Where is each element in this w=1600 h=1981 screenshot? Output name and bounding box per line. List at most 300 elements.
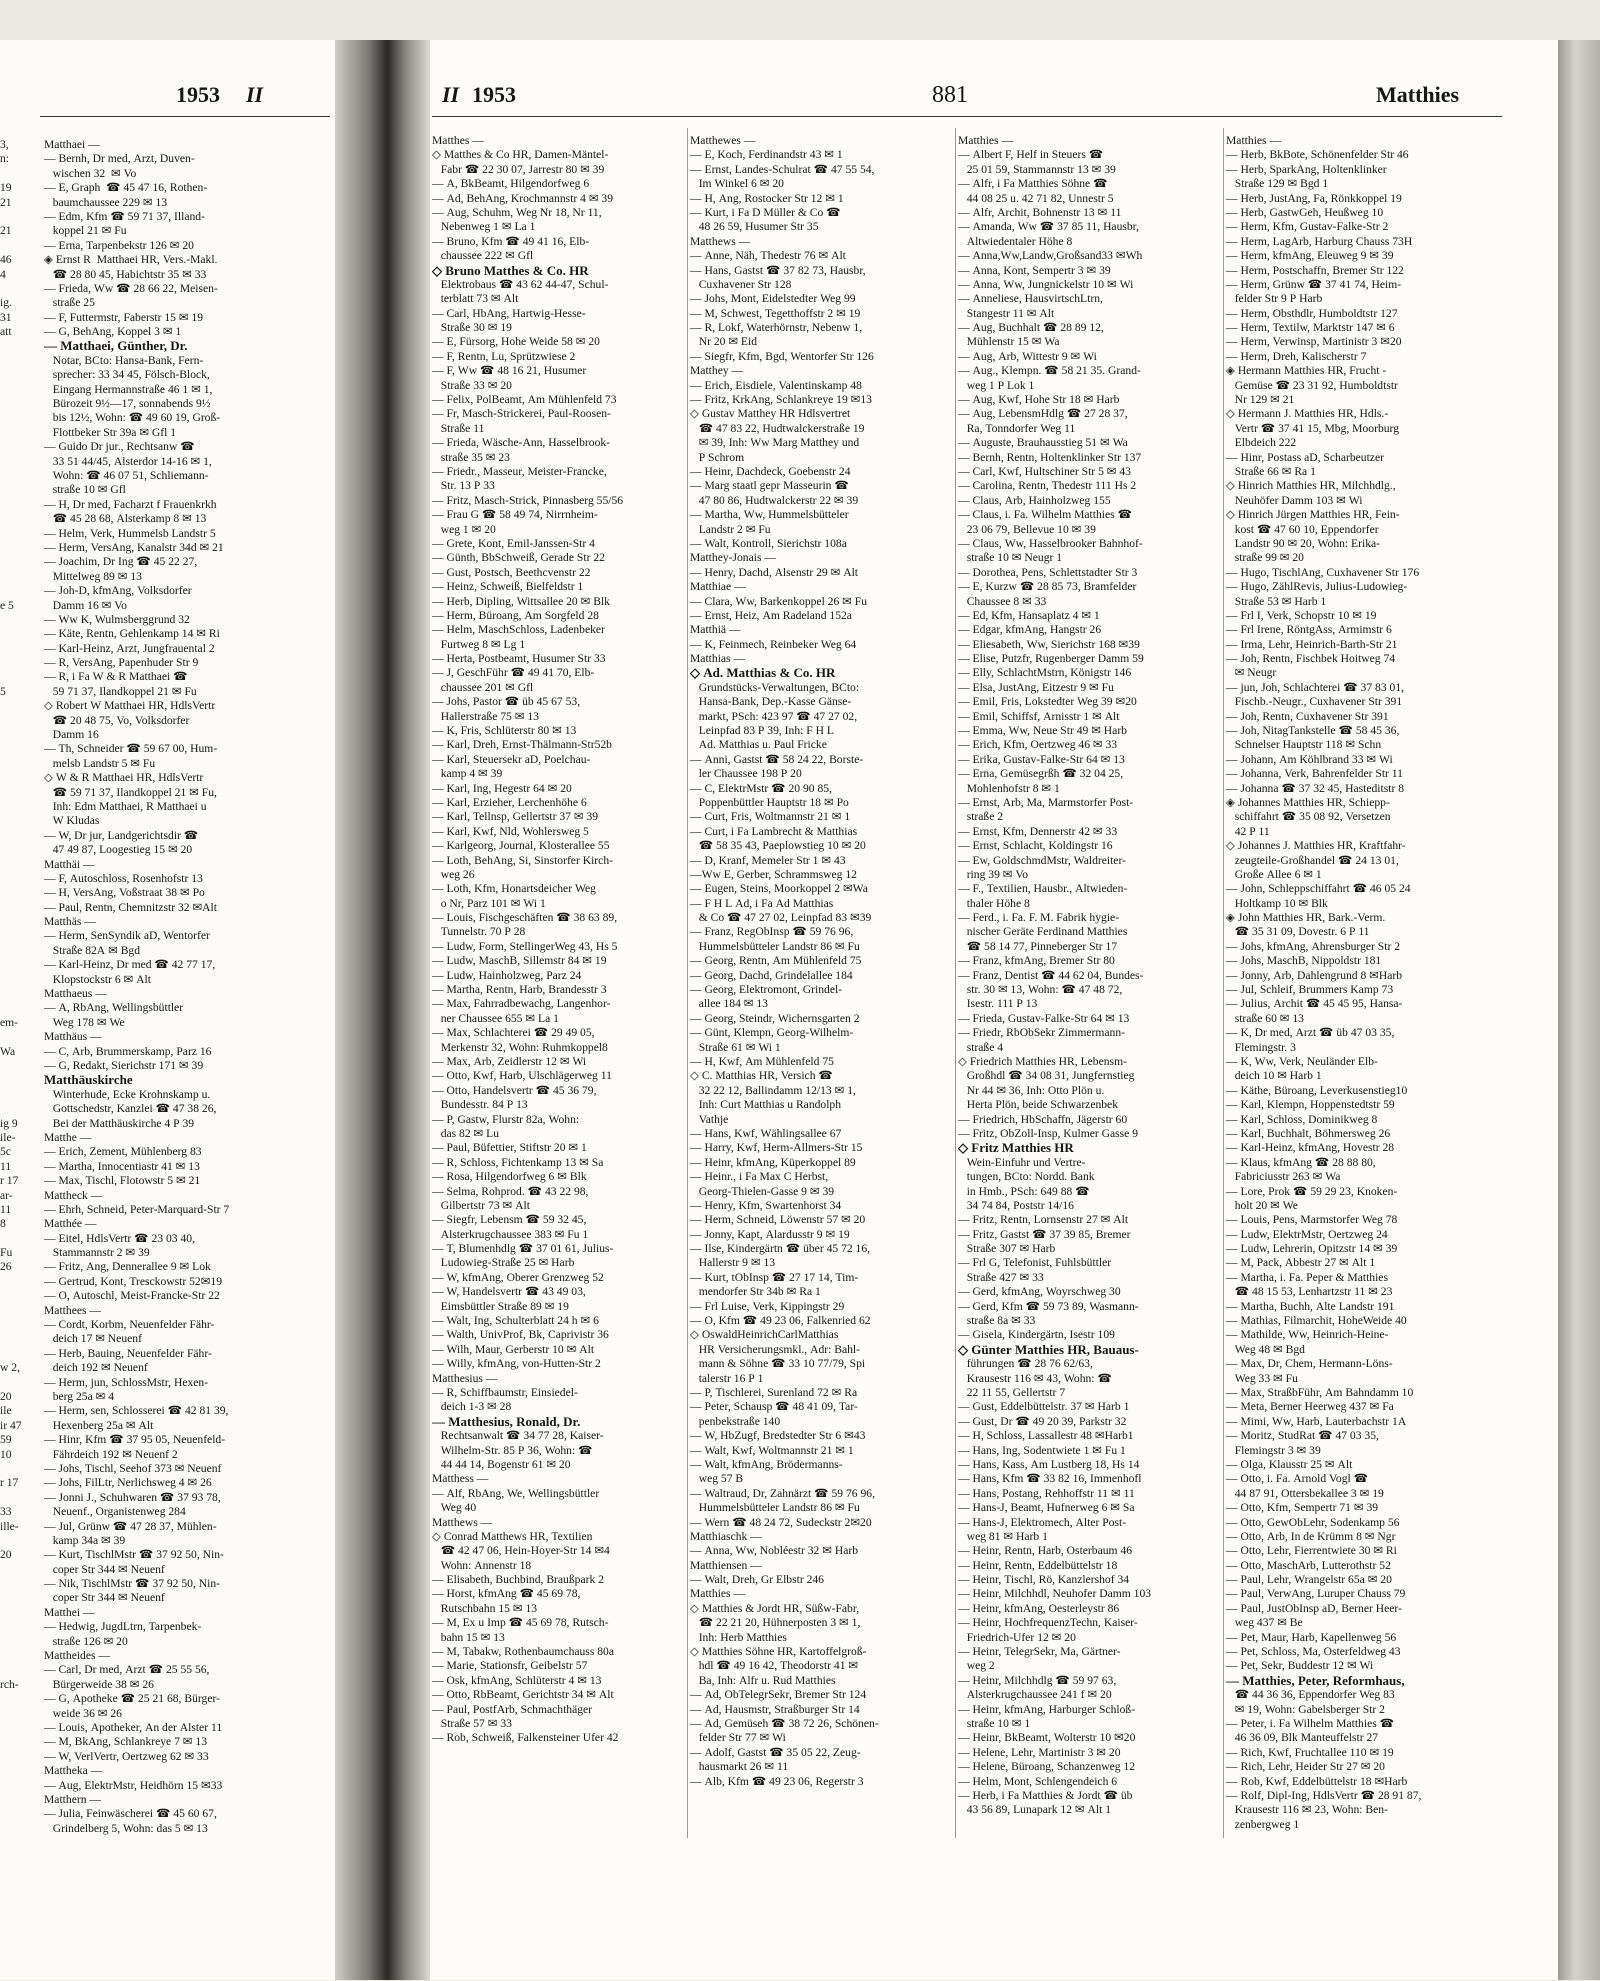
directory-line: Straße 129 ✉ Bgd 1 bbox=[1226, 177, 1329, 191]
directory-line: — Fritz, KrkAng, Schlankreye 19 ✉13 bbox=[690, 393, 872, 407]
directory-line: — Johs, Mont, Eidelstedter Weg 99 bbox=[690, 292, 856, 306]
margin-fragment bbox=[0, 1462, 40, 1476]
directory-line: — Louis, Fischgeschäften ☎ 38 63 89, bbox=[432, 911, 618, 925]
directory-line: — Loth, Kfm, Honartsdeicher Weg bbox=[432, 882, 596, 896]
directory-line: Ad. Matthias u. Paul Fricke bbox=[690, 738, 827, 752]
directory-line: — Fritz, Rentn, Lornsenstr 27 ✉ Alt bbox=[958, 1213, 1129, 1227]
directory-line: — Willy, kfmAng, von-Hutten-Str 2 bbox=[432, 1357, 601, 1371]
directory-line: — Herb, Bauing, Neuenfelder Fähr- bbox=[44, 1346, 212, 1360]
directory-line: W Kludas bbox=[44, 814, 100, 828]
directory-line: — Heinr, Tischl, Rö, Kanzlershof 34 bbox=[958, 1573, 1130, 1587]
directory-line: Hansa-Bank, Dep.-Kasse Gänse- bbox=[690, 695, 852, 709]
directory-line: tungen, BCto: Nordd. Bank bbox=[958, 1170, 1095, 1184]
directory-line: chaussee 201 ✉ Gfl bbox=[432, 680, 534, 694]
directory-line: — Hinr, Postass aD, Scharbeutzer bbox=[1226, 450, 1384, 464]
directory-line: koppel 21 ✉ Fu bbox=[44, 224, 127, 238]
directory-line: — Heinr, Milchhdl, Neuhofer Damm 103 bbox=[958, 1587, 1152, 1601]
directory-line: — Alfr, Archit, Bohnenstr 13 ✉ 11 bbox=[958, 205, 1122, 219]
directory-line: — Carl, Kwf, Hultschiner Str 5 ✉ 43 bbox=[958, 464, 1131, 478]
margin-fragment bbox=[0, 858, 40, 872]
directory-line: — Herta, Postbeamt, Husumer Str 33 bbox=[432, 652, 606, 666]
directory-line: — C, Arb, Brummerskamp, Parz 16 bbox=[44, 1044, 212, 1058]
directory-line: — W, Handelsvertr ☎ 43 49 03, bbox=[432, 1285, 586, 1299]
margin-fragment: 20 bbox=[0, 1548, 12, 1562]
directory-line: — Louis, Pens, Marmstorfer Weg 78 bbox=[1226, 1213, 1398, 1227]
directory-line: — E, Fürsorg, Hohe Weide 58 ✉ 20 bbox=[432, 335, 600, 349]
directory-line: — C, ElektrMstr ☎ 20 90 85, bbox=[690, 781, 832, 795]
directory-line: — Curt, Fris, Woltmannstr 21 ✉ 1 bbox=[690, 810, 851, 824]
directory-line: — Henry, Kfm, Swartenhorst 34 bbox=[690, 1198, 842, 1212]
directory-line: — Herm, Postschaffn, Bremer Str 122 bbox=[1226, 263, 1404, 277]
directory-line: 47 49 87, Loogestieg 15 ✉ 20 bbox=[44, 843, 193, 857]
margin-fragment bbox=[0, 886, 40, 900]
margin-fragment bbox=[0, 656, 40, 670]
directory-line: — O, Autoschl, Meist-Francke-Str 22 bbox=[44, 1289, 220, 1303]
directory-line: Hummelsbütteler Landstr 86 ✉ Fu bbox=[690, 1501, 860, 1515]
directory-line: — Karl, Kwf, Nld, Wohlersweg 5 bbox=[432, 824, 589, 838]
margin-fragment bbox=[0, 613, 40, 627]
directory-line: — Elise, Putzfr, Rugenberger Damm 59 bbox=[958, 652, 1144, 666]
margin-fragment: 19 bbox=[0, 181, 12, 195]
directory-column-4 bbox=[1226, 134, 1496, 1832]
directory-line: — Franz, kfmAng, Bremer Str 80 bbox=[958, 954, 1115, 968]
directory-line: — Elly, SchlachtMstrn, Königstr 146 bbox=[958, 666, 1132, 680]
directory-line: — Martha, Rentn, Harb, Brandesstr 3 bbox=[432, 983, 607, 997]
directory-line: — jun, Joh, Schlachterei ☎ 37 83 01, bbox=[1226, 680, 1405, 694]
directory-line: Inh: Edm Matthaei, R Matthaei u bbox=[44, 799, 207, 813]
directory-line: Mattheides — bbox=[44, 1649, 111, 1663]
margin-fragment: ig 9 bbox=[0, 1116, 18, 1130]
directory-line: — Herm, kfmAng, Eleuweg 9 ✉ 39 bbox=[1226, 249, 1394, 263]
margin-fragment: 5 bbox=[0, 684, 6, 698]
directory-line: Merkenstr 32, Wohn: Ruhmkoppel8 bbox=[432, 1040, 608, 1054]
margin-fragment bbox=[0, 1030, 40, 1044]
directory-line: zeugteile-Großhandel ☎ 24 13 01, bbox=[1226, 853, 1399, 867]
margin-fragment bbox=[0, 210, 40, 224]
directory-line: Nr 20 ✉ Eid bbox=[690, 335, 758, 349]
running-head: Matthies bbox=[1376, 82, 1460, 107]
directory-line: Neuhöfer Damm 103 ✉ Wi bbox=[1226, 493, 1363, 507]
directory-line: Flemingstr. 3 bbox=[1226, 1040, 1296, 1054]
directory-line: — Anna, Ww, Nobléestr 32 ✉ Harb bbox=[690, 1544, 859, 1558]
directory-line: — Ed, Kfm, Hansaplatz 4 ✉ 1 bbox=[958, 608, 1100, 622]
margin-fragment: r 17 bbox=[0, 1174, 19, 1188]
directory-line: — Waltraud, Dr, Zahnärzt ☎ 59 76 96, bbox=[690, 1486, 875, 1500]
directory-line: ◇ Gustav Matthey HR Hdlsvertret bbox=[690, 407, 851, 421]
directory-line: — Rich, Lehr, Heider Str 27 ✉ 20 bbox=[1226, 1760, 1385, 1774]
directory-line: Furtweg 8 ✉ Lg 1 bbox=[432, 637, 526, 651]
margin-fragment bbox=[0, 987, 40, 1001]
directory-line: — Heinz, Schweiß, Bielfeldstr 1 bbox=[432, 580, 584, 594]
directory-line: — Ludw, MaschB, Sillemstr 84 ✉ 19 bbox=[432, 954, 607, 968]
directory-line: Leinpfad 83 P 39, Inh: F H L bbox=[690, 724, 834, 738]
directory-line: — Anneliese, HausvirtschLtrn, bbox=[958, 292, 1103, 306]
directory-line: weg 2 bbox=[958, 1659, 995, 1673]
directory-line: — Heinr, Milchhdlg ☎ 59 97 63, bbox=[958, 1673, 1117, 1687]
margin-fragment bbox=[0, 786, 40, 800]
directory-line: — Anna,Ww,Landw,Großsand33 ✉Wh bbox=[958, 249, 1143, 263]
directory-line: — Helene, Büroang, Schanzenweg 12 bbox=[958, 1760, 1136, 1774]
margin-fragment: 21 bbox=[0, 224, 12, 238]
directory-line: — Grete, Kont, Emil-Janssen-Str 4 bbox=[432, 536, 595, 550]
directory-line: — T, Blumenhdlg ☎ 37 01 61, Julius- bbox=[432, 1242, 614, 1256]
directory-line: — Heinr, HochfrequenzTechn, Kaiser- bbox=[958, 1616, 1138, 1630]
directory-line: melsb Landstr 5 ✉ Fu bbox=[44, 756, 156, 770]
directory-line: — K, Ww, Verk, Neuländer Elb- bbox=[1226, 1055, 1378, 1068]
directory-line: — Joh, NitagTankstelle ☎ 58 45 36, bbox=[1226, 724, 1400, 738]
directory-line: P Schrom bbox=[690, 450, 745, 464]
directory-line: — Ew, GoldschmdMstr, Waldreiter- bbox=[958, 853, 1126, 867]
directory-line: Im Winkel 6 ✉ 20 bbox=[690, 177, 784, 191]
directory-line: — Albert F, Helf in Steuers ☎ bbox=[958, 148, 1104, 162]
directory-line: — Walt, kfmAng, Brödermanns- bbox=[690, 1457, 843, 1471]
directory-line: — Gust, Dr ☎ 49 20 39, Parkstr 32 bbox=[958, 1414, 1127, 1428]
directory-line: Matthey-Jonais — bbox=[690, 551, 776, 565]
directory-line: — Eitel, HdlsVertr ☎ 23 03 40, bbox=[44, 1231, 195, 1245]
directory-line: — Pet, Maur, Harb, Kapellenweg 56 bbox=[1226, 1630, 1397, 1644]
directory-line: coper Str 344 ✉ Neuenf bbox=[44, 1591, 165, 1605]
directory-line: markt, PSch: 423 97 ☎ 47 27 02, bbox=[690, 709, 858, 723]
directory-line: — W, VerlVertr, Oertzweg 62 ✉ 33 bbox=[44, 1749, 209, 1763]
margin-fragment bbox=[0, 958, 40, 972]
directory-line: — Ernst, Kfm, Dennerstr 42 ✉ 33 bbox=[958, 824, 1118, 838]
directory-line: — Ehrh, Schneid, Peter-Marquard-Str 7 bbox=[44, 1202, 230, 1216]
directory-line: ☎ 28 80 45, Habichtstr 35 ✉ 33 bbox=[44, 267, 207, 281]
directory-line: — Otto, Handelsvertr ☎ 45 36 79, bbox=[432, 1083, 597, 1097]
directory-line: — W, kfmAng, Oberer Grenzweg 52 bbox=[432, 1270, 604, 1284]
directory-line: Rechtsanwalt ☎ 34 77 28, Kaiser- bbox=[432, 1429, 604, 1443]
margin-fragment bbox=[0, 1073, 40, 1087]
directory-line: felder Str 9 P Harb bbox=[1226, 292, 1323, 306]
directory-line: — Günt, Klempn, Georg-Wilhelm- bbox=[690, 1026, 854, 1040]
directory-line: — Hans-J, Beamt, Hufnerweg 6 ✉ Sa bbox=[958, 1501, 1135, 1515]
directory-line: — A, RbAng, Wellingsbüttler bbox=[44, 1001, 184, 1015]
margin-fragment: ig. bbox=[0, 296, 12, 310]
margin-fragment bbox=[0, 1563, 40, 1577]
directory-line: deich 192 ✉ Neuenf bbox=[44, 1361, 148, 1375]
directory-line: Hallerstr 9 ✉ 13 bbox=[690, 1256, 776, 1270]
directory-line: Matthée — bbox=[44, 1217, 97, 1231]
directory-line: Matthiaschk — bbox=[690, 1529, 762, 1543]
directory-line: — H, VersAng, Voßstraat 38 ✉ Po bbox=[44, 886, 205, 900]
directory-line: — Erich, Eisdiele, Valentinskamp 48 bbox=[690, 378, 862, 392]
directory-line: — Harry, Kwf, Herm-Allmers-Str 15 bbox=[690, 1141, 863, 1155]
directory-line: — Martha, Ww, Hummelsbütteler bbox=[690, 508, 849, 522]
margin-fragment: em- bbox=[0, 1015, 19, 1029]
margin-fragment: 20 bbox=[0, 1389, 12, 1403]
margin-fragment bbox=[0, 440, 40, 454]
directory-line: — Siegfr, Lebensm ☎ 59 32 45, bbox=[432, 1213, 587, 1227]
directory-line: — Jul, Grünw ☎ 47 28 37, Mühlen- bbox=[44, 1519, 217, 1533]
directory-line: — Karlgeorg, Journal, Klosterallee 55 bbox=[432, 839, 610, 853]
directory-line: — Amanda, Ww ☎ 37 85 11, Hausbr, bbox=[958, 220, 1139, 234]
directory-line: — Ad, Hausmstr, Straßburger Str 14 bbox=[690, 1702, 860, 1716]
directory-line: sprecher: 33 34 45, Fölsch-Block, bbox=[44, 368, 210, 382]
directory-line: — Karl, Dreh, Ernst-Thälmann-Str52b bbox=[432, 738, 612, 752]
directory-line: — Herb, BkBote, Schönenfelder Str 46 bbox=[1226, 148, 1409, 162]
directory-line: — Aug, Schuhm, Weg Nr 18, Nr 11, bbox=[432, 205, 602, 219]
directory-line: — Peter, Schausp ☎ 48 41 09, Tar- bbox=[690, 1400, 858, 1414]
directory-line: Straße 11 bbox=[432, 421, 485, 435]
margin-fragment: n: bbox=[0, 152, 10, 166]
directory-line: — Georg, Rentn, Am Mühlenfeld 75 bbox=[690, 954, 862, 968]
directory-line: ◈ Johannes Matthies HR, Schiepp- bbox=[1226, 795, 1390, 809]
directory-line: — G, Apotheke ☎ 25 21 68, Bürger- bbox=[44, 1692, 220, 1706]
margin-fragment: 8 bbox=[0, 1217, 6, 1231]
directory-line: — Adolf, Gastst ☎ 35 05 22, Zeug- bbox=[690, 1745, 861, 1759]
directory-line: Alsterkrugchaussee 241 f ✉ 20 bbox=[958, 1688, 1112, 1702]
directory-line: Tunnelstr. 70 P 28 bbox=[432, 925, 526, 939]
directory-column-1 bbox=[432, 134, 688, 1746]
directory-line: Hexenberg 25a ✉ Alt bbox=[44, 1418, 154, 1432]
directory-line: — Karl-Heinz, Dr med ☎ 42 77 17, bbox=[44, 958, 216, 972]
margin-fragment bbox=[0, 1606, 40, 1620]
directory-line: — H, Dr med, Facharzt f Frauenkrkh bbox=[44, 497, 217, 511]
margin-fragment bbox=[0, 829, 40, 843]
margin-fragment: Fu bbox=[0, 1246, 13, 1260]
directory-line: Georg-Thielen-Gasse 9 ✉ 39 bbox=[690, 1184, 835, 1198]
directory-line: — Joh-D, kfmAng, Volksdorfer bbox=[44, 584, 192, 598]
directory-line: — Paul, VerwAng, Luruper Chauss 79 bbox=[1226, 1587, 1406, 1601]
page-number: 881 bbox=[932, 82, 968, 108]
directory-column-3 bbox=[958, 134, 1220, 1818]
directory-line: Elbdeich 222 bbox=[1226, 436, 1297, 450]
directory-line: ✉ 39, Inh: Ww Marg Matthey und bbox=[690, 436, 860, 450]
directory-line: ◇ Matthies Söhne HR, Kartoffelgroß- bbox=[690, 1645, 867, 1659]
directory-line: — Hans, Gastst ☎ 37 82 73, Hausbr, bbox=[690, 263, 866, 277]
directory-line: — Hans-J, Elektromech, Alter Post- bbox=[958, 1515, 1127, 1529]
directory-line: — Selma, Rohprod. ☎ 43 22 98, bbox=[432, 1184, 589, 1198]
directory-line: — Heinr, kfmAng, Oesterleystr 86 bbox=[958, 1601, 1120, 1615]
directory-line: ◇ Günter Matthies HR, Bauaus- bbox=[958, 1341, 1139, 1357]
directory-line: Bundesstr. 84 P 13 bbox=[432, 1098, 528, 1112]
margin-fragment bbox=[0, 469, 40, 483]
directory-line: — Herb, JustAng, Fa, Rönkkoppel 19 bbox=[1226, 191, 1402, 205]
directory-line: ◇ Conrad Matthews HR, Textilien bbox=[432, 1529, 593, 1543]
margin-fragment: e 5 bbox=[0, 598, 14, 612]
directory-line: — Frl G, Telefonist, Fuhlsbüttler bbox=[958, 1256, 1112, 1270]
directory-line: — Günth, BbSchweiß, Gerade Str 22 bbox=[432, 551, 605, 565]
directory-line: — Johann, Am Köhlbrand 33 ✉ Wi bbox=[1226, 752, 1393, 766]
margin-fragment bbox=[0, 843, 40, 857]
directory-line: — Bernh, Dr med, Arzt, Duven- bbox=[44, 152, 195, 166]
directory-line: Matthe — bbox=[44, 1130, 92, 1144]
directory-line: — Käte, Rentn, Gehlenkamp 14 ✉ Ri bbox=[44, 627, 220, 641]
directory-line: — Heinr, Rentn, Eddelbüttelstr 18 bbox=[958, 1558, 1118, 1572]
directory-line: Eimsbüttler Straße 89 ✉ 19 bbox=[432, 1299, 569, 1313]
directory-line: Straße 33 ✉ 20 bbox=[432, 378, 512, 392]
margin-fragment bbox=[0, 929, 40, 943]
directory-line: Friedrich-Ufer 12 ✉ 20 bbox=[958, 1630, 1076, 1644]
directory-line: — Alb, Kfm ☎ 49 23 06, Regerstr 3 bbox=[690, 1774, 864, 1788]
directory-line: — Mathilde, Ww, Heinrich-Heine- bbox=[1226, 1328, 1389, 1342]
directory-line: — K, Dr med, Arzt ☎ üb 47 03 35, bbox=[1226, 1026, 1395, 1040]
directory-line: — Julia, Feinwäscherei ☎ 45 60 67, bbox=[44, 1807, 217, 1821]
directory-line: — Felix, PolBeamt, Am Mühlenfeld 73 bbox=[432, 393, 617, 407]
directory-line: — Erich, Kfm, Oertzweg 46 ✉ 33 bbox=[958, 738, 1118, 752]
directory-line: — Paul, PostfArb, Schmachthäger bbox=[432, 1702, 593, 1716]
directory-line: — Erika, Gustav-Falke-Str 64 ✉ 13 bbox=[958, 752, 1125, 766]
directory-line: & Co ☎ 47 27 02, Leinpfad 83 ✉39 bbox=[690, 911, 872, 925]
directory-line: Matthiae — bbox=[690, 580, 746, 594]
directory-line: ◇ Hinrich Matthies HR, Milchhdlg., bbox=[1226, 479, 1396, 493]
directory-line: — Rob, Kwf, Eddelbüttelstr 18 ✉Harb bbox=[1226, 1774, 1408, 1788]
directory-line: Straße 57 ✉ 33 bbox=[432, 1716, 512, 1730]
directory-line: — J, GeschFühr ☎ 49 41 70, Elb- bbox=[432, 666, 595, 680]
margin-fragment bbox=[0, 944, 40, 958]
directory-line: penbekstraße 140 bbox=[690, 1414, 781, 1428]
directory-line: Damm 16 bbox=[44, 728, 99, 742]
directory-line: — Bruno, Kfm ☎ 49 41 16, Elb- bbox=[432, 234, 590, 248]
directory-line: — Hedwig, JugdLtrn, Tarpenbek- bbox=[44, 1620, 202, 1634]
directory-line: — Eliesabeth, Ww, Sierichstr 168 ✉39 bbox=[958, 637, 1140, 651]
directory-line: — Gisela, Kindergärtn, Isestr 109 bbox=[958, 1328, 1115, 1342]
directory-line: — Frl Irene, RöntgAss, Armimstr 6 bbox=[1226, 623, 1392, 637]
directory-line: — Fritz, ObZoll-Insp, Kulmer Gasse 9 bbox=[958, 1126, 1138, 1140]
directory-line: — G, Redakt, Sierichstr 171 ✉ 39 bbox=[44, 1059, 204, 1072]
margin-fragment: Wa bbox=[0, 1044, 16, 1058]
margin-fragment bbox=[0, 1318, 40, 1332]
directory-line: — Paul, Rentn, Chemnitzstr 32 ✉Alt bbox=[44, 900, 217, 914]
directory-line: — Max, Arb, Zeidlerstr 12 ✉ Wi bbox=[432, 1055, 587, 1068]
margin-fragment bbox=[0, 455, 40, 469]
directory-line: Straße 66 ✉ Ra 1 bbox=[1226, 464, 1316, 478]
directory-line: — Jul, Schleif, Brummers Kamp 73 bbox=[1226, 983, 1394, 997]
margin-fragment bbox=[0, 800, 40, 814]
margin-fragment bbox=[0, 1663, 40, 1677]
directory-line: — Edm, Kfm ☎ 59 71 37, Illand- bbox=[44, 209, 205, 223]
directory-line: — Wilh, Maur, Gerberstr 10 ✉ Alt bbox=[432, 1342, 595, 1356]
margin-fragment bbox=[0, 1001, 40, 1015]
left-page-column bbox=[44, 138, 336, 1836]
directory-line: — Paul, JustObInsp aD, Berner Heer- bbox=[1226, 1601, 1402, 1615]
directory-line: — Pet, Sekr, Buddestr 12 ✉ Wi bbox=[1226, 1659, 1374, 1673]
directory-line: Mohlenhofstr 8 ✉ 1 bbox=[958, 781, 1060, 795]
directory-line: Großhdl ☎ 34 08 31, Jungfernstieg bbox=[958, 1069, 1135, 1083]
directory-line: straße 126 ✉ 20 bbox=[44, 1634, 128, 1648]
directory-line: — Georg, Elektromont, Grindel- bbox=[690, 983, 843, 997]
directory-line: allee 184 ✉ 13 bbox=[690, 997, 768, 1011]
directory-line: — Hinr, Kfm ☎ 37 95 05, Neuenfeld- bbox=[44, 1433, 226, 1447]
directory-line: — Frieda, Ww ☎ 28 66 22, Meisen- bbox=[44, 281, 218, 295]
directory-line: Matthäuskirche bbox=[44, 1072, 133, 1088]
directory-line: Stammannstr 2 ✉ 39 bbox=[44, 1246, 150, 1260]
directory-line: — Karl-Heinz, Arzt, Jungfrauental 2 bbox=[44, 641, 215, 655]
directory-line: weg 437 ✉ Be bbox=[1226, 1616, 1303, 1630]
directory-line: — Karl, Tellnsp, Gellertstr 37 ✉ 39 bbox=[432, 810, 599, 824]
directory-line: — Otto, Kwf, Harb, Ulschlägerweg 11 bbox=[432, 1069, 612, 1083]
directory-line: Inh: Herb Matthies bbox=[690, 1630, 787, 1644]
directory-line: Winterhude, Ecke Krohnskamp u. bbox=[44, 1087, 211, 1101]
directory-line: — Elsa, JustAng, Eitzestr 9 ✉ Fu bbox=[958, 680, 1114, 694]
directory-line: kamp 34a ✉ 39 bbox=[44, 1533, 126, 1547]
directory-line: Wohn: Annenstr 18 bbox=[432, 1558, 532, 1572]
directory-line: deich 17 ✉ Neuenf bbox=[44, 1332, 142, 1346]
directory-line: ☎ 20 48 75, Vo, Volksdorfer bbox=[44, 713, 190, 727]
directory-line: — Klaus, kfmAng ☎ 28 88 80, bbox=[1226, 1155, 1376, 1169]
directory-line: ◇ Ad. Matthias & Co. HR bbox=[690, 665, 836, 681]
directory-line: — Kurt, TischlMstr ☎ 37 92 50, Nin- bbox=[44, 1548, 224, 1562]
directory-line: Klopstockstr 6 ✉ Alt bbox=[44, 972, 151, 986]
directory-line: — Hans, Kfm ☎ 33 82 16, Immenhofl bbox=[958, 1472, 1142, 1486]
directory-line: — Paul, Büfettier, Stiftstr 20 ✉ 1 bbox=[432, 1141, 587, 1155]
directory-line: — Clara, Ww, Barkenkoppel 26 ✉ Fu bbox=[690, 594, 868, 608]
left-header-year: 1953 bbox=[176, 82, 220, 107]
directory-line: — H, Kwf, Am Mühlenfeld 75 bbox=[690, 1055, 834, 1068]
directory-line: — P, Tischlerei, Surenland 72 ✉ Ra bbox=[690, 1385, 858, 1399]
directory-line: — Herb, Dipling, Wittsallee 20 ✉ Blk bbox=[432, 594, 610, 608]
directory-line: Stangestr 11 ✉ Alt bbox=[958, 306, 1055, 320]
margin-fragment bbox=[0, 1304, 40, 1318]
directory-line: — Johanna ☎ 37 32 45, Hasteditstr 8 bbox=[1226, 781, 1405, 795]
margin-fragment bbox=[0, 483, 40, 497]
directory-line: coper Str 344 ✉ Neuenf bbox=[44, 1562, 165, 1576]
directory-line: — Ad, BehAng, Krochmannstr 4 ✉ 39 bbox=[432, 191, 614, 205]
directory-line: straße 25 bbox=[44, 296, 95, 310]
directory-line: — Fritz, Gastst ☎ 37 39 85, Bremer bbox=[958, 1227, 1131, 1241]
page-edge-strip bbox=[1558, 40, 1600, 1980]
directory-line: — Karl, Klempn, Hoppenstedtstr 59 bbox=[1226, 1098, 1395, 1112]
margin-fragment bbox=[0, 1376, 40, 1390]
margin-fragment bbox=[0, 901, 40, 915]
directory-line: — Walt, Kontroll, Sierichstr 108a bbox=[690, 536, 847, 550]
directory-line: — Erna, Gemüsegrßh ☎ 32 04 25, bbox=[958, 767, 1124, 781]
margin-fragment: w 2, bbox=[0, 1361, 20, 1375]
directory-line: — Ernst, Arb, Ma, Marmstorfer Post- bbox=[958, 795, 1134, 809]
directory-line: ◈ Hermann Matthies HR, Frucht - bbox=[1226, 364, 1387, 378]
directory-line: — Jonny, Kapt, Alardusstr 9 ✉ 19 bbox=[690, 1227, 850, 1241]
directory-line: — Meta, Berner Heerweg 437 ✉ Fa bbox=[1226, 1400, 1394, 1414]
directory-line: — Frl I, Verk, Schopstr 10 ✉ 19 bbox=[1226, 608, 1377, 622]
column-divider bbox=[1223, 128, 1224, 1838]
directory-line: Nebenweg 1 ✉ La 1 bbox=[432, 220, 536, 234]
margin-fragment bbox=[0, 1491, 40, 1505]
directory-line: talerstr 16 P 1 bbox=[690, 1371, 764, 1385]
directory-line: Straße 307 ✉ Harb bbox=[958, 1242, 1056, 1256]
directory-line: Weg 48 ✉ Bgd bbox=[1226, 1342, 1305, 1356]
directory-line: Große Allee 6 ✉ 1 bbox=[1226, 867, 1322, 881]
directory-line: — Aug, Buchhalt ☎ 28 89 12, bbox=[958, 321, 1104, 335]
directory-line: Matthews — bbox=[690, 234, 751, 248]
directory-line: — Herm, Dreh, Kalischerstr 7 bbox=[1226, 349, 1367, 363]
directory-line: — Peter, i. Fa Wilhelm Matthies ☎ bbox=[1226, 1716, 1395, 1730]
directory-line: — Fritz, Ang, Dennerallee 9 ✉ Lok bbox=[44, 1260, 211, 1274]
directory-line: — Ad, ObTelegrSekr, Bremer Str 124 bbox=[690, 1688, 867, 1702]
directory-line: — Frau G ☎ 58 49 74, Nirrnheim- bbox=[432, 508, 598, 522]
margin-fragment bbox=[0, 1232, 40, 1246]
left-margin-fragments bbox=[0, 138, 40, 1692]
directory-line: Wein-Einfuhr und Vertre- bbox=[958, 1155, 1086, 1169]
directory-line: ✉ 19, Wohn: Gabelsberger Str 2 bbox=[1226, 1702, 1385, 1716]
directory-line: — F, Futtermstr, Faberstr 15 ✉ 19 bbox=[44, 310, 204, 324]
margin-fragment: ille- bbox=[0, 1519, 19, 1533]
margin-fragment: 46 bbox=[0, 253, 12, 267]
directory-line: Poppenbüttler Hauptstr 18 ✉ Po bbox=[690, 795, 849, 809]
margin-fragment: att bbox=[0, 325, 12, 339]
directory-line: — Otto, Arb, In de Krümm 8 ✉ Ngr bbox=[1226, 1529, 1396, 1543]
directory-line: ner Chaussee 655 ✉ La 1 bbox=[432, 1011, 559, 1025]
directory-line: Hummelsbütteler Landstr 86 ✉ Fu bbox=[690, 939, 860, 953]
directory-line: 22 11 55, Gellertstr 7 bbox=[958, 1385, 1066, 1399]
directory-line: Mattheka — bbox=[44, 1764, 103, 1778]
directory-line: Matthias — bbox=[690, 652, 746, 666]
directory-line: ◈ Ernst R Matthaei HR, Vers.-Makl. bbox=[44, 253, 218, 267]
directory-line: — Alfr, i Fa Matthies Söhne ☎ bbox=[958, 177, 1108, 191]
directory-line: — H, Ang, Rostocker Str 12 ✉ 1 bbox=[690, 191, 844, 205]
margin-fragment bbox=[0, 771, 40, 785]
directory-line: — Ludw, Hainholzweg, Parz 24 bbox=[432, 968, 582, 982]
directory-line: straße 4 bbox=[958, 1040, 1004, 1054]
